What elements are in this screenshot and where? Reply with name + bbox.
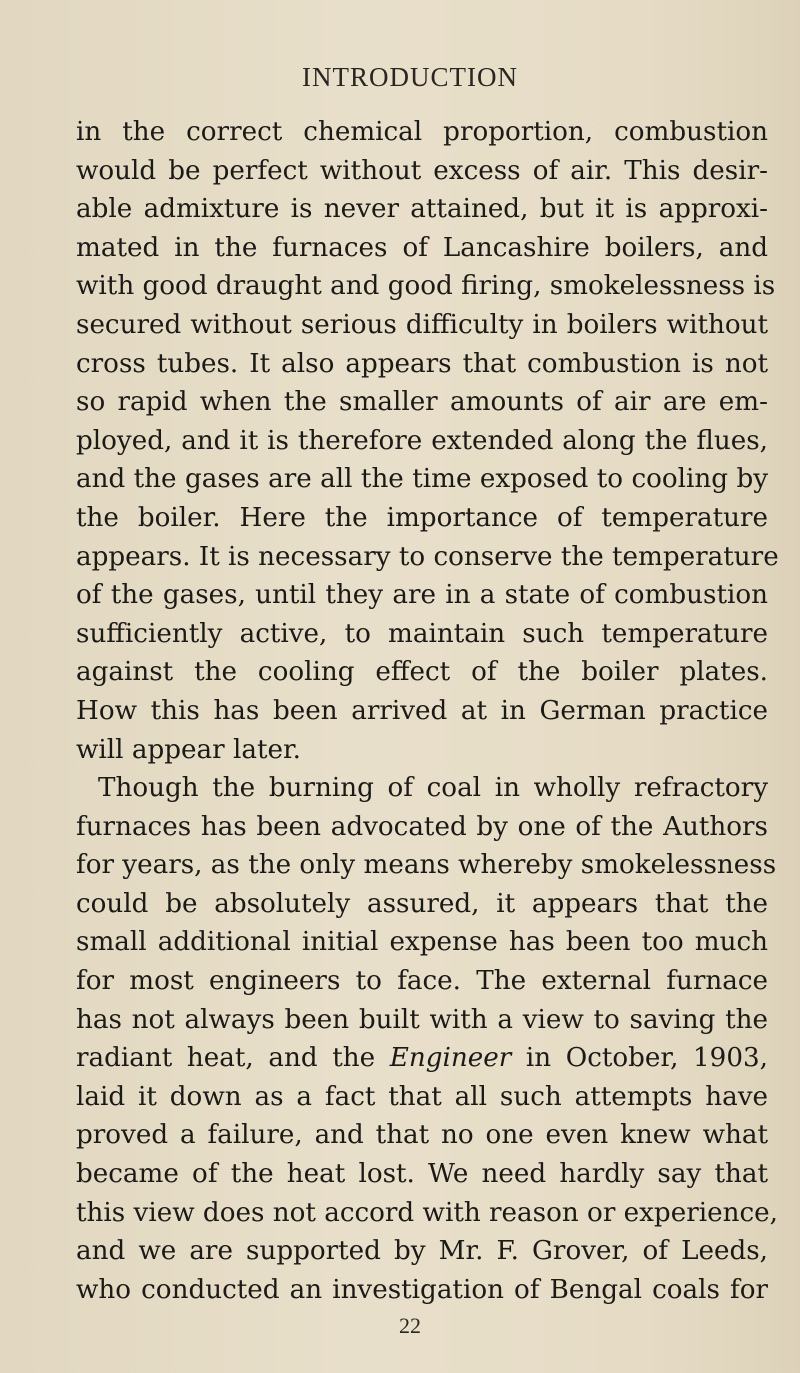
text-line: in the correct chemical proportion, combustion <box>76 117 768 147</box>
running-head: INTRODUCTION <box>302 62 518 92</box>
text-fragment: radiant heat, and the <box>76 1043 390 1074</box>
text-line: for years, as the only means whereby smokelessness <box>76 850 777 881</box>
text-line-with-italic <box>76 1039 768 1078</box>
body-text <box>76 113 779 1309</box>
text-line: small additional initial expense has been too much <box>76 927 768 958</box>
paragraph-2 <box>76 769 778 1309</box>
text-line: able admixture is never attained, but it is approxi- <box>76 194 768 225</box>
page-number: 22 <box>399 1313 421 1338</box>
text-line: furnaces has been advocated by one of the Authors <box>76 811 768 842</box>
text-line: Though the burning of coal in wholly refractory <box>98 773 768 804</box>
text-line: against the cooling effect of the boiler plates. <box>76 657 768 688</box>
text-line: who conducted an investigation of Bengal coals for <box>76 1274 768 1305</box>
text-line: mated in the furnaces of Lancashire boilers, and <box>76 232 768 263</box>
text-line: for most engineers to face. The external furnace <box>76 966 768 997</box>
text-line: would be perfect without excess of air. This desir- <box>76 155 768 186</box>
text-line: so rapid when the smaller amounts of air are em- <box>76 387 768 418</box>
text-line: became of the heat lost. We need hardly say that <box>76 1159 768 1190</box>
text-line: with good draught and good firing, smokelessness is <box>76 271 776 302</box>
text-line: will appear later. <box>76 734 301 765</box>
text-line: ployed, and it is therefore extended along the flues, <box>76 425 768 456</box>
text-line: secured without serious difficulty in boilers without <box>76 309 768 340</box>
text-line: could be absolutely assured, it appears that the <box>76 888 768 919</box>
text-line: and the gases are all the time exposed to cooling by <box>76 464 768 495</box>
text-line: laid it down as a fact that all such attempts have <box>76 1081 768 1112</box>
text-line: this view does not accord with reason or experience, <box>76 1197 778 1228</box>
text-line: How this has been arrived at in German practice <box>76 695 768 726</box>
text-line: of the gases, until they are in a state of combustion <box>76 580 768 611</box>
text-line: and we are supported by Mr. F. Grover, of Leeds, <box>76 1236 768 1267</box>
text-line: cross tubes. It also appears that combustion is not <box>76 348 768 379</box>
italic-title: Engineer <box>389 1043 512 1074</box>
text-fragment: in October, 1903, <box>511 1043 768 1074</box>
text-line: proved a failure, and that no one even knew what <box>76 1120 768 1151</box>
text-line: appears. It is necessary to conserve the temperature <box>76 541 779 572</box>
paragraph-1 <box>76 113 779 769</box>
text-line: has not always been built with a view to saving the <box>76 1004 768 1035</box>
text-line: sufficiently active, to maintain such temperature <box>76 618 768 649</box>
text-line: the boiler. Here the importance of temperature <box>76 502 768 533</box>
